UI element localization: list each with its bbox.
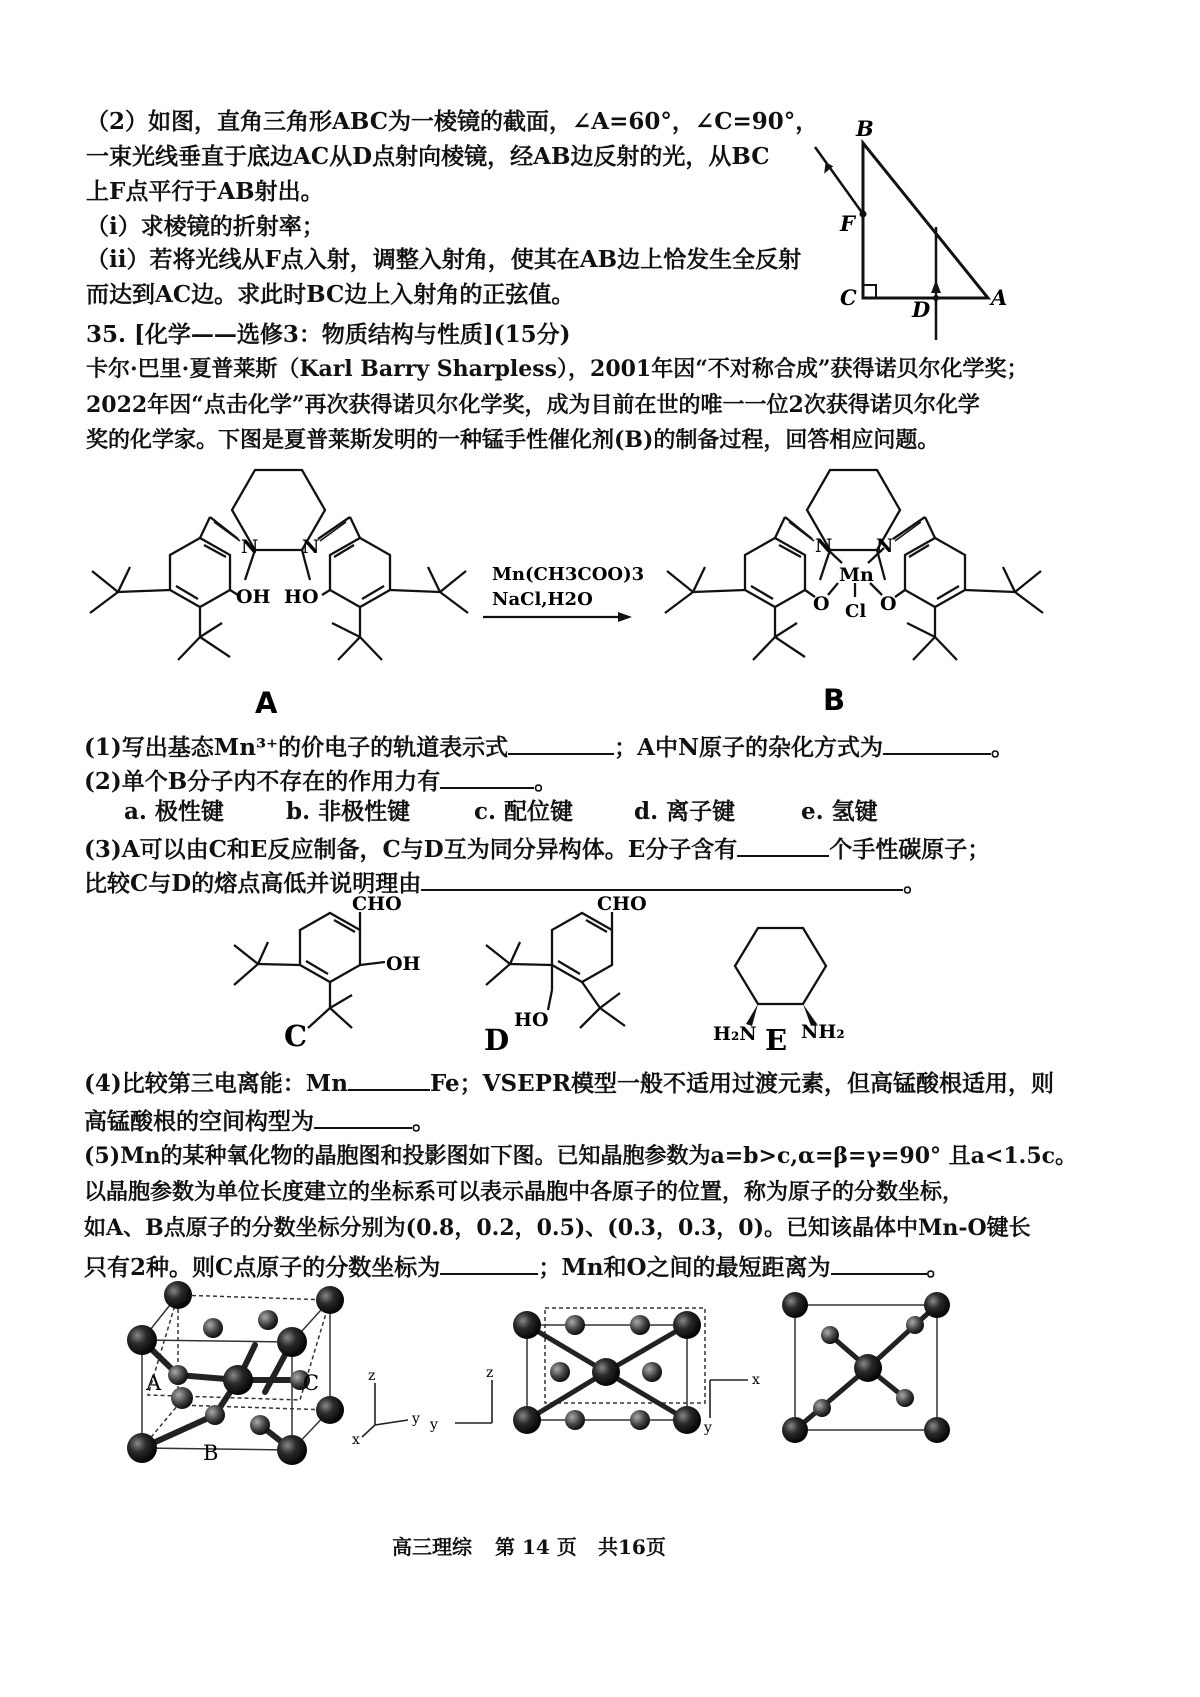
q35-p5c: 如A、B点原子的分数坐标分别为(0.8，0.2，0.5)、(0.3，0.3，0)。已知该晶体中Mn-O键长 xyxy=(84,1215,1031,1241)
option-a: a. 极性键 xyxy=(124,798,224,825)
q35-p4a xyxy=(84,1067,1054,1098)
label-D: D xyxy=(912,297,931,322)
prism-figure xyxy=(800,115,1020,345)
p3-text-c: 比较C与D的熔点高低并说明理由 xyxy=(84,870,422,897)
answer-blank-1a[interactable] xyxy=(508,731,614,755)
atom-HO: HO xyxy=(284,586,319,608)
q35-p1 xyxy=(84,731,1014,762)
axis3-x: x xyxy=(752,1372,760,1388)
p4-end: 。 xyxy=(412,1108,435,1135)
p4-text-b: Fe；VSEPR模型一般不适用过渡元素，但高锰酸根适用，则 xyxy=(429,1070,1055,1097)
atom-Mn: Mn xyxy=(839,564,874,586)
crystal-label-B: B xyxy=(203,1441,219,1465)
q2-line2: 一束光线垂直于底边AC从D点射向棱镜，经AB边反射的光，从BC xyxy=(86,143,770,170)
atom-N-left: N xyxy=(241,536,259,558)
p2-end: 。 xyxy=(534,768,558,795)
q2-sub2b: 而达到AC边。求此时BC边上入射角的正弦值。 xyxy=(86,281,575,308)
q35-p3a xyxy=(84,833,990,864)
axis1-y: y xyxy=(412,1411,420,1427)
C-CHO: CHO xyxy=(352,893,402,915)
q35-p4c xyxy=(84,1105,435,1136)
label-A-molecule: A xyxy=(255,686,278,720)
q35-intro1: 卡尔·巴里·夏普莱斯（Karl Barry Sharpless），2001年因“不对称合成”获得诺贝尔化学奖； xyxy=(86,356,1029,382)
q2-sub2a: （ii）若将光线从F点入射，调整入射角，使其在AB边上恰发生全反射 xyxy=(86,246,802,273)
p4-text-a: (4)比较第三电离能：Mn xyxy=(84,1070,348,1097)
atom-N-B-left: N xyxy=(815,535,833,557)
q2-sub1: （i）求棱镜的折射率； xyxy=(86,213,325,240)
p3-text-a: (3)A可以由C和E反应制备，C与D互为同分异构体。E分子含有 xyxy=(84,836,738,863)
p1-text-b: ；A中N原子的杂化方式为 xyxy=(614,734,884,761)
option-d: d. 离子键 xyxy=(634,798,736,825)
p1-end: 。 xyxy=(991,734,1015,761)
axis2-z: z xyxy=(486,1365,494,1381)
q35-p5b: 以晶胞参数为单位长度建立的坐标系可以表示晶胞中各原子的位置，称为原子的分数坐标， xyxy=(84,1179,965,1205)
answer-blank-5a[interactable] xyxy=(440,1251,538,1275)
p5-text-e: ；Mn和O之间的最短距离为 xyxy=(538,1254,831,1281)
q2-line3: 上F点平行于AB射出。 xyxy=(86,178,324,205)
label-B-molecule: B xyxy=(823,683,846,717)
crystal-figures xyxy=(0,1280,1200,1480)
p5-text-d: 只有2种。则C点原子的分数坐标为 xyxy=(84,1254,441,1281)
axis3-y: y xyxy=(704,1420,712,1436)
structures-cde xyxy=(0,890,1200,1060)
answer-blank-1b[interactable] xyxy=(883,731,991,755)
atom-O-right: O xyxy=(880,593,897,615)
p2-text: (2)单个B分子内不存在的作用力有 xyxy=(84,768,441,795)
E-H2N: H₂N xyxy=(713,1023,757,1045)
answer-blank-2[interactable] xyxy=(440,765,534,789)
crystal-label-A: A xyxy=(146,1371,162,1395)
axis1-x: x xyxy=(352,1432,360,1448)
crystal-label-C: C xyxy=(303,1371,320,1395)
q35-p5a: (5)Mn的某种氧化物的晶胞图和投影图如下图。已知晶胞参数为a=b>c,α=β=γ=90° 且a<1.5c。 xyxy=(84,1143,1078,1169)
footer-page: 第 14 页 xyxy=(495,1535,577,1559)
answer-blank-4b[interactable] xyxy=(314,1105,412,1129)
reagent-2: NaCl,H2O xyxy=(492,589,593,610)
label-B: B xyxy=(856,116,874,141)
answer-blank-3c[interactable] xyxy=(421,867,903,891)
label-D-molecule: D xyxy=(484,1023,510,1057)
reaction-scheme xyxy=(0,455,1200,725)
axis1-z: z xyxy=(368,1368,376,1384)
C-OH: OH xyxy=(386,953,421,975)
answer-blank-5b[interactable] xyxy=(831,1251,927,1275)
label-F: F xyxy=(840,211,855,236)
option-c: c. 配位键 xyxy=(474,798,574,825)
option-b: b. 非极性键 xyxy=(286,798,411,825)
p3-text-b: 个手性碳原子； xyxy=(829,836,991,863)
atom-N-B-right: N xyxy=(876,535,894,557)
D-HO: HO xyxy=(514,1009,549,1031)
q35-p2 xyxy=(84,765,557,796)
p5-end: 。 xyxy=(926,1254,950,1281)
q35-intro3: 奖的化学家。下图是夏普莱斯发明的一种锰手性催化剂(B)的制备过程，回答相应问题。 xyxy=(86,427,940,453)
q35-header: 35. [化学——选修3：物质结构与性质](15分) xyxy=(86,321,571,348)
q35-p5d xyxy=(84,1251,950,1282)
p4-text-c: 高锰酸根的空间构型为 xyxy=(84,1108,314,1135)
q35-intro2: 2022年因“点击化学”再次获得诺贝尔化学奖，成为目前在世的唯一一位2次获得诺贝尔化学 xyxy=(86,392,980,418)
reagent-1: Mn(CH3COO)3 xyxy=(492,564,645,585)
option-e: e. 氢键 xyxy=(801,798,878,825)
axis2-y: y xyxy=(430,1417,438,1433)
label-C: C xyxy=(840,285,857,310)
D-CHO: CHO xyxy=(597,893,647,915)
E-NH2: NH₂ xyxy=(801,1021,845,1043)
atom-Cl: Cl xyxy=(845,601,867,622)
p3-end: 。 xyxy=(903,870,927,897)
atom-O-left: O xyxy=(813,593,830,615)
atom-N-right: N xyxy=(302,536,320,558)
answer-blank-4a[interactable] xyxy=(348,1067,430,1091)
label-C-molecule: C xyxy=(284,1019,308,1053)
q2-line1: （2）如图，直角三角形ABC为一棱镜的截面，∠A=60°，∠C=90°， xyxy=(86,108,819,135)
label-E-molecule: E xyxy=(765,1023,788,1057)
answer-blank-3a[interactable] xyxy=(737,833,829,857)
atom-OH: OH xyxy=(236,586,271,608)
label-A: A xyxy=(991,285,1008,310)
footer-total: 共16页 xyxy=(598,1535,666,1559)
footer-subject: 高三理综 xyxy=(392,1535,472,1559)
p1-text-a: (1)写出基态Mn³⁺的价电子的轨道表示式 xyxy=(84,734,509,761)
